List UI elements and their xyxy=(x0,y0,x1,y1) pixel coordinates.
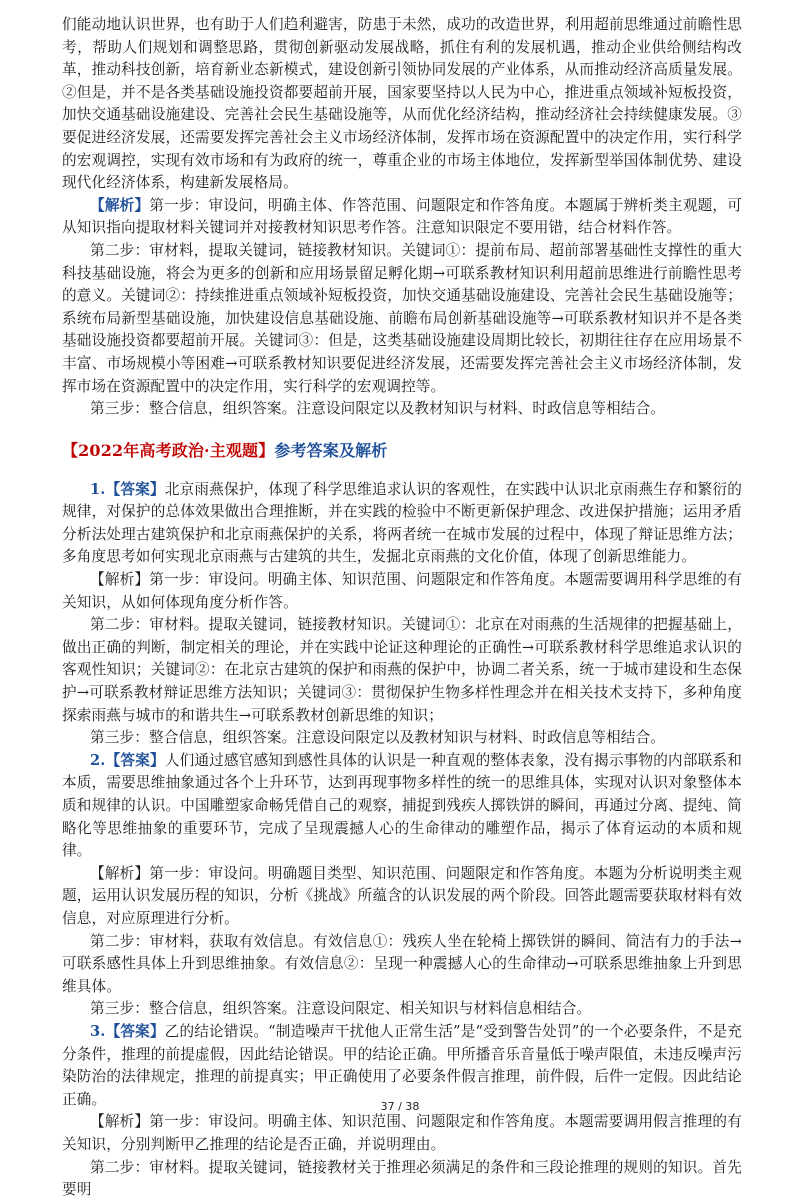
q1-step-two: 第二步：审材料。提取关键词，链接教材知识。关键词①：北京在对雨燕的生活规律的把握基础上，做出正确的判断，制定相关的理论，并在实践中论证这种理论的正确性→可联系教材科学思维追求认识的客观性知识；关键词②：在北京古建筑的保护和雨燕的保护中，协调二者关系，统一于城市建设和生态保护→可联系教材辩证思维方法知识；关键词③：贯彻保护生物多样性理念并在相关技术支持下，多种角度探索雨燕与城市的和谐共生→可联系教材创新思维的知识； xyxy=(62,616,742,724)
q1-analysis-label: 【解析】 xyxy=(90,571,150,589)
q3-analysis-paragraph xyxy=(62,1111,742,1156)
q3-answer-label: 【答案】 xyxy=(105,1022,165,1040)
q2-analysis-label: 【解析】 xyxy=(90,864,150,882)
q2-step-three: 第三步：整合信息，组织答案。注意设问限定、相关知识与材料信息相结合。 xyxy=(90,1000,592,1018)
q3-analysis-label: 【解析】 xyxy=(90,1113,150,1131)
q1-answer-text: 北京雨燕保护，体现了科学思维追求认识的客观性，在实践中认识北京雨燕生存和繁衍的规律，对保护的总体效果做出合理推断，并在实践的检验中不断更新保护理念、改进保护措施；运用矛盾分析法处理古建筑保护和北京雨燕保护的关系，将两者统一在城市发展的过程中，体现了辩证思维方法；多角度思考如何实现北京雨燕与古建筑的共生，发掘北京雨燕的文化价值，体现了创新思维能力。 xyxy=(62,480,742,566)
analysis-paragraph xyxy=(62,195,742,240)
q1-answer-paragraph xyxy=(62,479,742,569)
page-content xyxy=(62,14,742,1202)
q3-number: 3. xyxy=(90,1022,106,1040)
q2-number: 2. xyxy=(90,751,106,769)
section-heading xyxy=(62,439,742,463)
analysis-label: 【解析】 xyxy=(90,196,150,214)
q2-answer-text: 人们通过感官感知到感性具体的认识是一种直观的整体表象，没有揭示事物的内部联系和本质，需要思维抽象通过各个上升环节，达到再现事物多样性的统一的思维具体，实现对认识对象整体本质和规律的认识。中国雕塑家命畅凭借自己的观察，捕捉到残疾人掷铁饼的瞬间，再通过分离、提纯、简略化等思维抽象的重要环节，完成了呈现震撼人心的生命律动的雕塑作品，揭示了体育运动的本质和规律。 xyxy=(62,751,742,860)
step-two-paragraph: 第二步：审材料，提取关键词，链接教材知识。关键词①：提前布局、超前部署基础性支撑性的重大科技基础设施，将会为更多的创新和应用场景留足孵化期→可联系教材知识利用超前思维进行前瞻性思考的意义。关键词②：持续推进重点领域补短板投资，加快交通基础设施建设、完善社会民生基础设施等；系统布局新型基础设施，加快建设信息基础设施、前瞻布局创新基础设施等→可联系教材知识并不是各类基础设施投资都要超前开展。关键词③：但是，这类基础设施建设周期比较长，初期往往存在应用场景不丰富、市场规模小等困难→可联系教材知识要促进经济发展，还需要发挥完善社会主义市场经济体制，发挥市场在资源配置中的决定作用，实行科学的宏观调控等。 xyxy=(62,241,742,395)
q2-step-one: 第一步：审设问。明确题目类型、知识范围、问题限定和作答角度。本题为分析说明类主观题，运用认识发展历程的知识，分析《挑战》所蕴含的认识发展的两个阶段。回答此题需要获取材料有效信息，对应原理进行分析。 xyxy=(62,864,742,927)
q2-step-two: 第二步：审材料，获取有效信息。有效信息①：残疾人坐在轮椅上掷铁饼的瞬间、简洁有力的手法→可联系感性具体上升到思维抽象。有效信息②：呈现一种震撼人心的生命律动→可联系思维抽象上升到思维具体。 xyxy=(62,932,742,995)
q3-step-two: 第二步：审材料。提取关键词，链接教材关于推理必须满足的条件和三段论推理的规则的知识。首先要明 xyxy=(62,1158,742,1199)
analysis-text: 第一步：审设问，明确主体、作答范围、问题限定和作答角度。本题属于辨析类主观题，可从知识指向提取材料关键词并对接教材知识思考作答。注意知识限定不要用错，结合材料作答。 xyxy=(62,196,742,237)
q1-step-three: 第三步：整合信息，组织答案。注意设问限定以及教材知识与材料、时政信息等相结合。 xyxy=(90,729,666,747)
q1-analysis-paragraph xyxy=(62,569,742,614)
q1-number: 1. xyxy=(90,480,106,498)
page-number: 37 / 38 xyxy=(380,1100,420,1113)
section-heading-title: 【2022年高考政治·主观题】 xyxy=(62,440,275,460)
q1-answer-label: 【答案】 xyxy=(105,480,165,498)
q2-answer-label: 【答案】 xyxy=(105,751,165,769)
q2-analysis-paragraph xyxy=(62,863,742,931)
q3-step-one: 第一步：审设问。明确主体、知识范围、问题限定和作答角度。本题需要调用假言推理的有关知识，分别判断甲乙推理的结论是否正确，并说明理由。 xyxy=(62,1113,742,1153)
q3-answer-paragraph xyxy=(62,1021,742,1111)
step-three-paragraph: 第三步：整合信息，组织答案。注意设问限定以及教材知识与材料、时政信息等相结合。 xyxy=(90,400,666,418)
paragraph: 们能动地认识世界，也有助于人们趋利避害，防患于未然，成功的改造世界，利用超前思维通过前瞻性思考，帮助人们规划和调整思路，贯彻创新驱动发展战略，抓住有利的发展机遇，推动企业供给侧结构改革，推动科技创新，培育新业态新模式，建设创新引领协同发展的产业体系，从而推动经济高质量发展。②但是，并不是各类基础设施投资都要超前开展，国家要坚持以人民为中心，推进重点领域补短板投资，加快交通基础设施建设、完善社会民生基础设施等，从而优化经济结构，推动经济社会持续健康发展。③要促进经济发展，还需要发挥完善社会主义市场经济体制，发挥市场在资源配置中的决定作用，实行科学的宏观调控，实现有效市场和有为政府的统一，尊重企业的市场主体地位，发挥新型举国体制优势、建设现代化经济体系，构建新发展格局。 xyxy=(62,16,742,192)
section-heading-subtitle: 参考答案及解析 xyxy=(274,440,388,460)
q1-step-one: 第一步：审设问。明确主体、知识范围、问题限定和作答角度。本题需要调用科学思维的有关知识，从如何体现角度分析作答。 xyxy=(62,571,742,611)
q3-answer-text: 乙的结论错误。“制造噪声干扰他人正常生活”是“受到警告处罚”的一个必要条件，不是充分条件，推理的前提虚假，因此结论错误。甲的结论正确。甲所播音乐音量低于噪声限值，未违反噪声污染防治的法律规定，推理的前提真实；甲正确使用了必要条件假言推理，前件假，后件一定假。因此结论正确。 xyxy=(62,1022,743,1108)
q2-answer-paragraph xyxy=(62,750,742,863)
